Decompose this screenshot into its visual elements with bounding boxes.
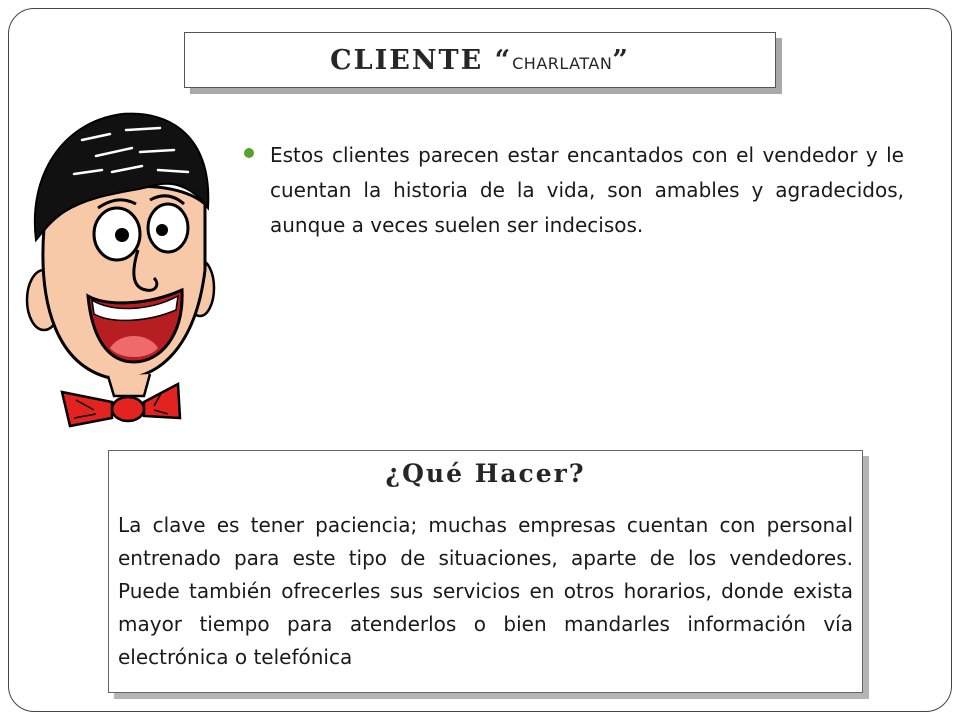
bullet-item xyxy=(244,138,904,243)
right-pupil xyxy=(156,224,168,236)
title-close-quote: ” xyxy=(612,44,630,76)
title-box xyxy=(184,32,776,88)
advice-heading: ¿Qué Hacer? xyxy=(385,459,586,488)
bowtie-knot xyxy=(112,397,144,421)
advice-box xyxy=(108,450,863,693)
title-open-quote: “ xyxy=(494,44,513,76)
right-eye xyxy=(148,204,188,252)
bullet-text: Estos clientes parecen estar encantados con el vendedor y le cuentan la historia de la vida, son amables y agradecidos, aunque a veces suelen ser indecisos. xyxy=(270,143,904,237)
neck xyxy=(108,374,150,396)
advice-text: La clave es tener paciencia; muchas empresas cuentan con personal entrenado para este tipo de situaciones, aparte de los vendedores. Puede también ofrecerles sus servicios en otros horarios, donde exista mayor tiempo para atenderlos o bien mandarles información vía electrónica o telefónica xyxy=(118,513,853,669)
bullet-dot-icon xyxy=(244,148,254,158)
title-sub: CHARLATAN xyxy=(512,53,613,73)
bowtie-left xyxy=(62,392,112,426)
slide-title xyxy=(330,45,630,76)
title-main: CLIENTE xyxy=(330,44,484,76)
cartoon-man-face-icon xyxy=(22,100,217,440)
left-pupil xyxy=(115,228,129,242)
